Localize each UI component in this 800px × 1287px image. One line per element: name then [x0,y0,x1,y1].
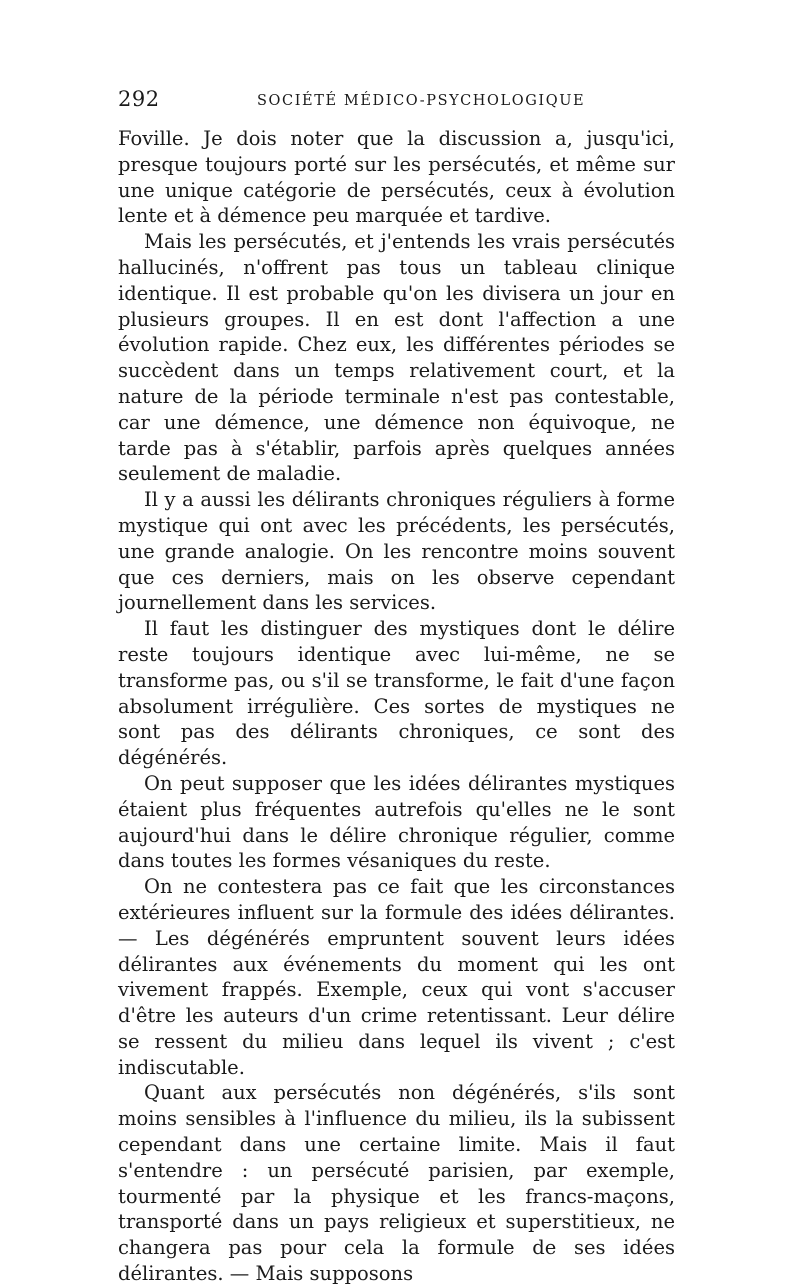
paragraph-1: Foville. Je dois noter que la discussion a, jusqu'ici, presque toujours porté sur les persécutés, et même sur une unique catégorie de persécutés, ceux à évolution lente et à démence peu marquée et tardive. [118,127,675,228]
paragraph-3: Il y a aussi les délirants chroniques réguliers à forme mystique qui ont avec les précédents, les persécutés, une grande analogie. On les rencontre moins souvent que ces derniers, mais on les observe cependant journellement dans les services. [118,488,675,615]
page-number: 292 [118,87,160,111]
paragraph-7: Quant aux persécutés non dégénérés, s'ils sont moins sensibles à l'influence du milieu, ils la subissent cependant dans une certaine limite. Mais il faut s'entendre : un persécuté parisien, par exemple, tourmenté par la physique et les francs-maçons, transporté dans un pays religieux et superstitieux, ne changera pas pour cela la formule de ses idées délirantes. — Mais supposons [118,1081,675,1286]
running-head [118,84,675,114]
running-head-title: SOCIÉTÉ MÉDICO-PSYCHOLOGIQUE [257,93,586,109]
paragraph-6: On ne contestera pas ce fait que les circonstances extérieures influent sur la formule des idées délirantes. — Les dégénérés empruntent souvent leurs idées délirantes aux événements du moment qui les ont vivement frappés. Exemple, ceux qui vont s'accuser d'être les auteurs d'un crime retentissant. Leur délire se ressent du milieu dans lequel ils vivent ; c'est indiscutable. [118,875,675,1079]
paragraph-2: Mais les persécutés, et j'entends les vrais persécutés hallucinés, n'offrent pas tous un tableau clinique identique. Il est probable qu'on les divisera un jour en plusieurs groupes. Il en est dont l'affection a une évolution rapide. Chez eux, les différentes périodes se succèdent dans un temps relativement court, et la nature de la période terminale n'est pas contestable, car une démence, une démence non équivoque, ne tarde pas à s'établir, parfois après quelques années seulement de maladie. [118,230,675,486]
paragraph-4: Il faut les distinguer des mystiques dont le délire reste toujours identique avec lui-même, ne se transforme pas, ou s'il se transforme, le fait d'une façon absolument irrégulière. Ces sortes de mystiques ne sont pas des délirants chroniques, ce sont des dégénérés. [118,617,675,770]
paragraph-5: On peut supposer que les idées délirantes mystiques étaient plus fréquentes autrefois qu'elles ne le sont aujourd'hui dans le délire chronique régulier, comme dans toutes les formes vésaniques du reste. [118,771,675,873]
body-text [118,126,675,1287]
